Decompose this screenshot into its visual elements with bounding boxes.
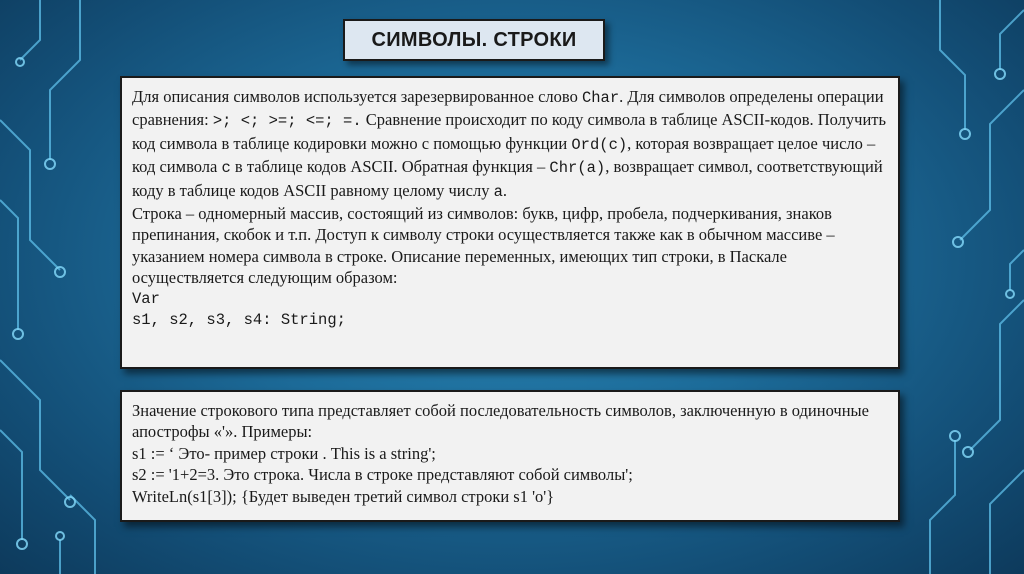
code-line-declaration: s1, s2, s3, s4: String; bbox=[132, 311, 346, 330]
text-run: Для описания символов используется зарезервированное слово bbox=[132, 87, 582, 106]
example-line-s1: s1 := ‘ Это- пример строки . This is a string'; bbox=[132, 443, 436, 463]
code-a: a bbox=[493, 182, 503, 201]
code-chr: Chr(a) bbox=[549, 159, 606, 178]
text-run: . Для символов определены операции сравнения: bbox=[132, 87, 884, 130]
slide-title: СИМВОЛЫ. СТРОКИ bbox=[371, 28, 577, 51]
code-c: c bbox=[221, 159, 231, 178]
title-box bbox=[343, 19, 605, 61]
content-block-string-values bbox=[120, 390, 900, 522]
text-run: Сравнение происходит по коду символа в таблице ASCII-кодов. Получить код символа в таблице кодировки можно с помощью функции bbox=[132, 110, 887, 153]
code-ord: Ord(c) bbox=[571, 135, 628, 154]
code-comparison-ops: >; <; >=; <=; =. bbox=[212, 112, 362, 131]
text-run: . bbox=[502, 180, 508, 200]
text-run: в таблице кодов ASCII. Обратная функция – bbox=[230, 157, 550, 177]
code-char: Char bbox=[581, 89, 620, 107]
text-run: , возвращает символ, соответствующий коду в таблице кодов ASCII равному целому числу bbox=[132, 157, 883, 200]
example-line-writeln: WriteLn(s1[3]); {Будет выведен третий символ строки s1 'o'} bbox=[132, 486, 555, 506]
content-block-chars-strings bbox=[120, 76, 900, 369]
code-line-var: Var bbox=[132, 289, 160, 308]
text-run: , которая возвращает целое число – код символа bbox=[132, 133, 876, 177]
paragraph-string-description: Строка – одномерный массив, состоящий из символов: букв, цифр, пробела, подчеркивания, знаков препинания, скобок и т.п. Доступ к символу строки осуществляется также как в обычном массиве – указанием номера символа в строке. Описание переменных, имеющих тип строки, в Паскале осуществляется следующим образом: bbox=[132, 204, 835, 288]
example-line-s2: s2 := '1+2=3. Это строка. Числа в строке представляют собой символы'; bbox=[132, 465, 633, 485]
paragraph-string-value: Значение строкового типа представляет собой последовательность символов, заключенную в одиночные апострофы «'». Примеры: bbox=[132, 401, 869, 442]
paragraph-char-description bbox=[132, 86, 888, 203]
